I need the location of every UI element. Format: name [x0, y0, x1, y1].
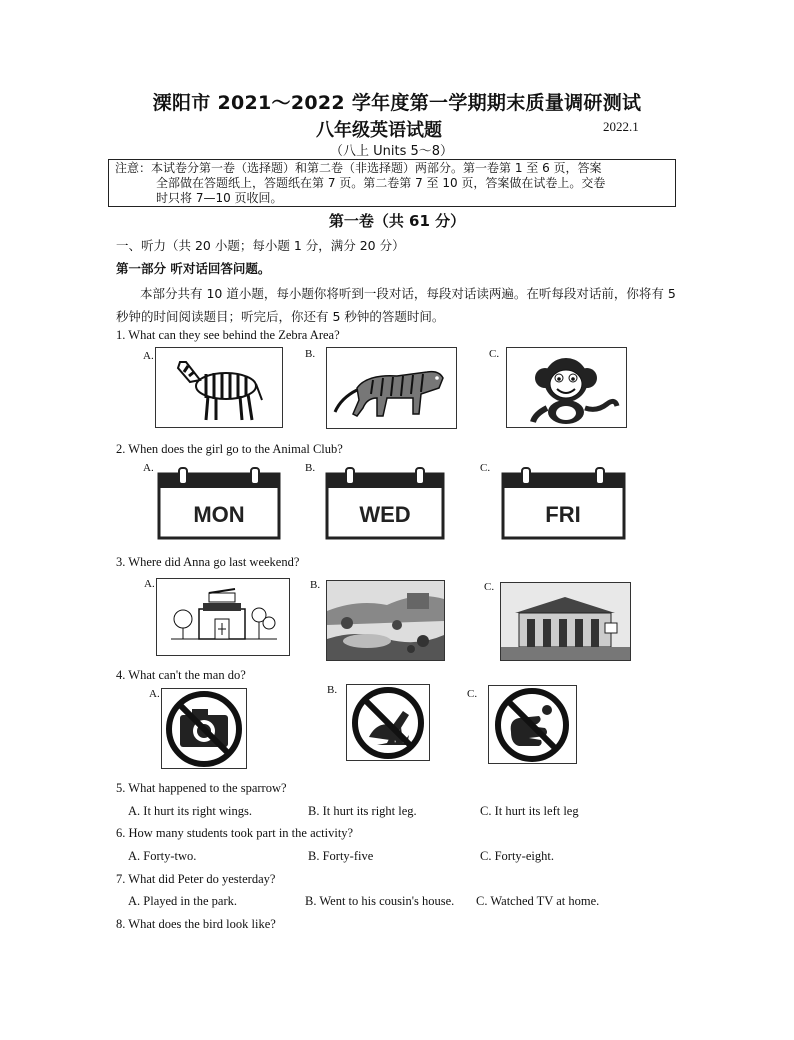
question-8: 8. What does the bird look like? — [116, 917, 276, 931]
question-2: 2. When does the girl go to the Animal Club? — [116, 442, 343, 456]
question-6: 6. How many students took part in the activity? — [116, 826, 354, 840]
q5-option-c[interactable]: C. It hurt its left leg — [480, 804, 579, 818]
no-feeding-sign-icon[interactable] — [488, 685, 577, 764]
notice-line-3: 时只将 7—10 页收回。 — [156, 191, 283, 205]
notice-line-1: 注意：本试卷分第一卷（选择题）和第二卷（非选择题）两部分。第一卷第 1 至 6 页，答案 — [115, 161, 602, 175]
q6-option-c[interactable]: C. Forty-eight. — [480, 849, 554, 863]
q2-option-a-letter: A. — [143, 462, 154, 474]
calendar-fri-icon[interactable] — [500, 466, 627, 542]
tiger-picture-icon[interactable] — [326, 347, 457, 429]
museum-picture-icon[interactable] — [500, 582, 631, 661]
calendar-mon-icon[interactable] — [155, 466, 283, 542]
question-3: 3. Where did Anna go last weekend? — [116, 555, 300, 569]
monkey-picture-icon[interactable] — [506, 347, 627, 428]
q5-option-b[interactable]: B. It hurt its right leg. — [308, 804, 417, 818]
zoo-park-picture-icon[interactable] — [326, 580, 445, 661]
section-title: 第一卷（共 61 分） — [328, 212, 466, 230]
q3-option-c-letter: C. — [484, 581, 495, 593]
exam-date: 2022.1 — [603, 119, 639, 134]
q4-option-a-letter: A. — [149, 688, 160, 700]
no-walking-on-grass-sign-icon[interactable] — [346, 684, 430, 761]
no-camera-sign-icon[interactable] — [161, 688, 247, 769]
q1-option-c-letter: C. — [489, 348, 500, 360]
instructions: 本部分共有 10 道小题，每小题你将听到一段对话，每段对话读两遍。在听每段对话前，你将有 5 秒钟的时间阅读题目；听完后，你还有 5 秒钟的答题时间。 — [116, 286, 676, 324]
calendar-wed-icon[interactable] — [324, 466, 446, 542]
exam-subtitle: 八年级英语试题 — [316, 120, 442, 141]
q5-option-a[interactable]: A. It hurt its right wings. — [128, 804, 252, 818]
sub-heading: 第一部分 听对话回答问题。 — [116, 261, 271, 276]
question-1: 1. What can they see behind the Zebra Area? — [116, 328, 340, 342]
q7-option-a[interactable]: A. Played in the park. — [128, 894, 238, 908]
q6-option-b[interactable]: B. Forty-five — [308, 849, 374, 863]
notice-box — [108, 159, 676, 207]
question-5: 5. What happened to the sparrow? — [116, 781, 287, 795]
question-7: 7. What did Peter do yesterday? — [116, 872, 276, 886]
q4-option-b-letter: B. — [327, 684, 338, 696]
q6-option-a[interactable]: A. Forty-two. — [128, 849, 197, 863]
q3-option-b-letter: B. — [310, 579, 321, 591]
q1-option-b-letter: B. — [305, 348, 316, 360]
q4-option-c-letter: C. — [467, 688, 478, 700]
q2-option-c-letter: C. — [480, 462, 491, 474]
notice-line-2: 全部做在答题纸上，答题纸在第 7 页。第二卷第 7 至 10 页，答案做在试卷上。交卷 — [156, 176, 606, 190]
q2-option-b-letter: B. — [305, 462, 316, 474]
q1-option-a-letter: A. — [143, 350, 154, 362]
part-heading: 一、听力（共 20 小题；每小题 1 分，满分 20 分） — [116, 238, 405, 253]
question-4: 4. What can't the man do? — [116, 668, 246, 682]
q7-option-b[interactable]: B. Went to his cousin's house. — [305, 894, 455, 908]
cinema-picture-icon[interactable] — [156, 578, 290, 656]
calendar-mon-label: MON — [193, 502, 245, 527]
q7-option-c[interactable]: C. Watched TV at home. — [476, 894, 600, 908]
exam-title: 溧阳市 2021～2022 学年度第一学期期末质量调研测试 — [152, 92, 642, 114]
calendar-wed-label: WED — [359, 502, 411, 527]
q3-option-a-letter: A. — [144, 578, 155, 590]
zebra-picture-icon[interactable] — [155, 347, 283, 428]
calendar-fri-label: FRI — [545, 502, 581, 527]
exam-scope: （八上 Units 5～8） — [330, 144, 454, 159]
